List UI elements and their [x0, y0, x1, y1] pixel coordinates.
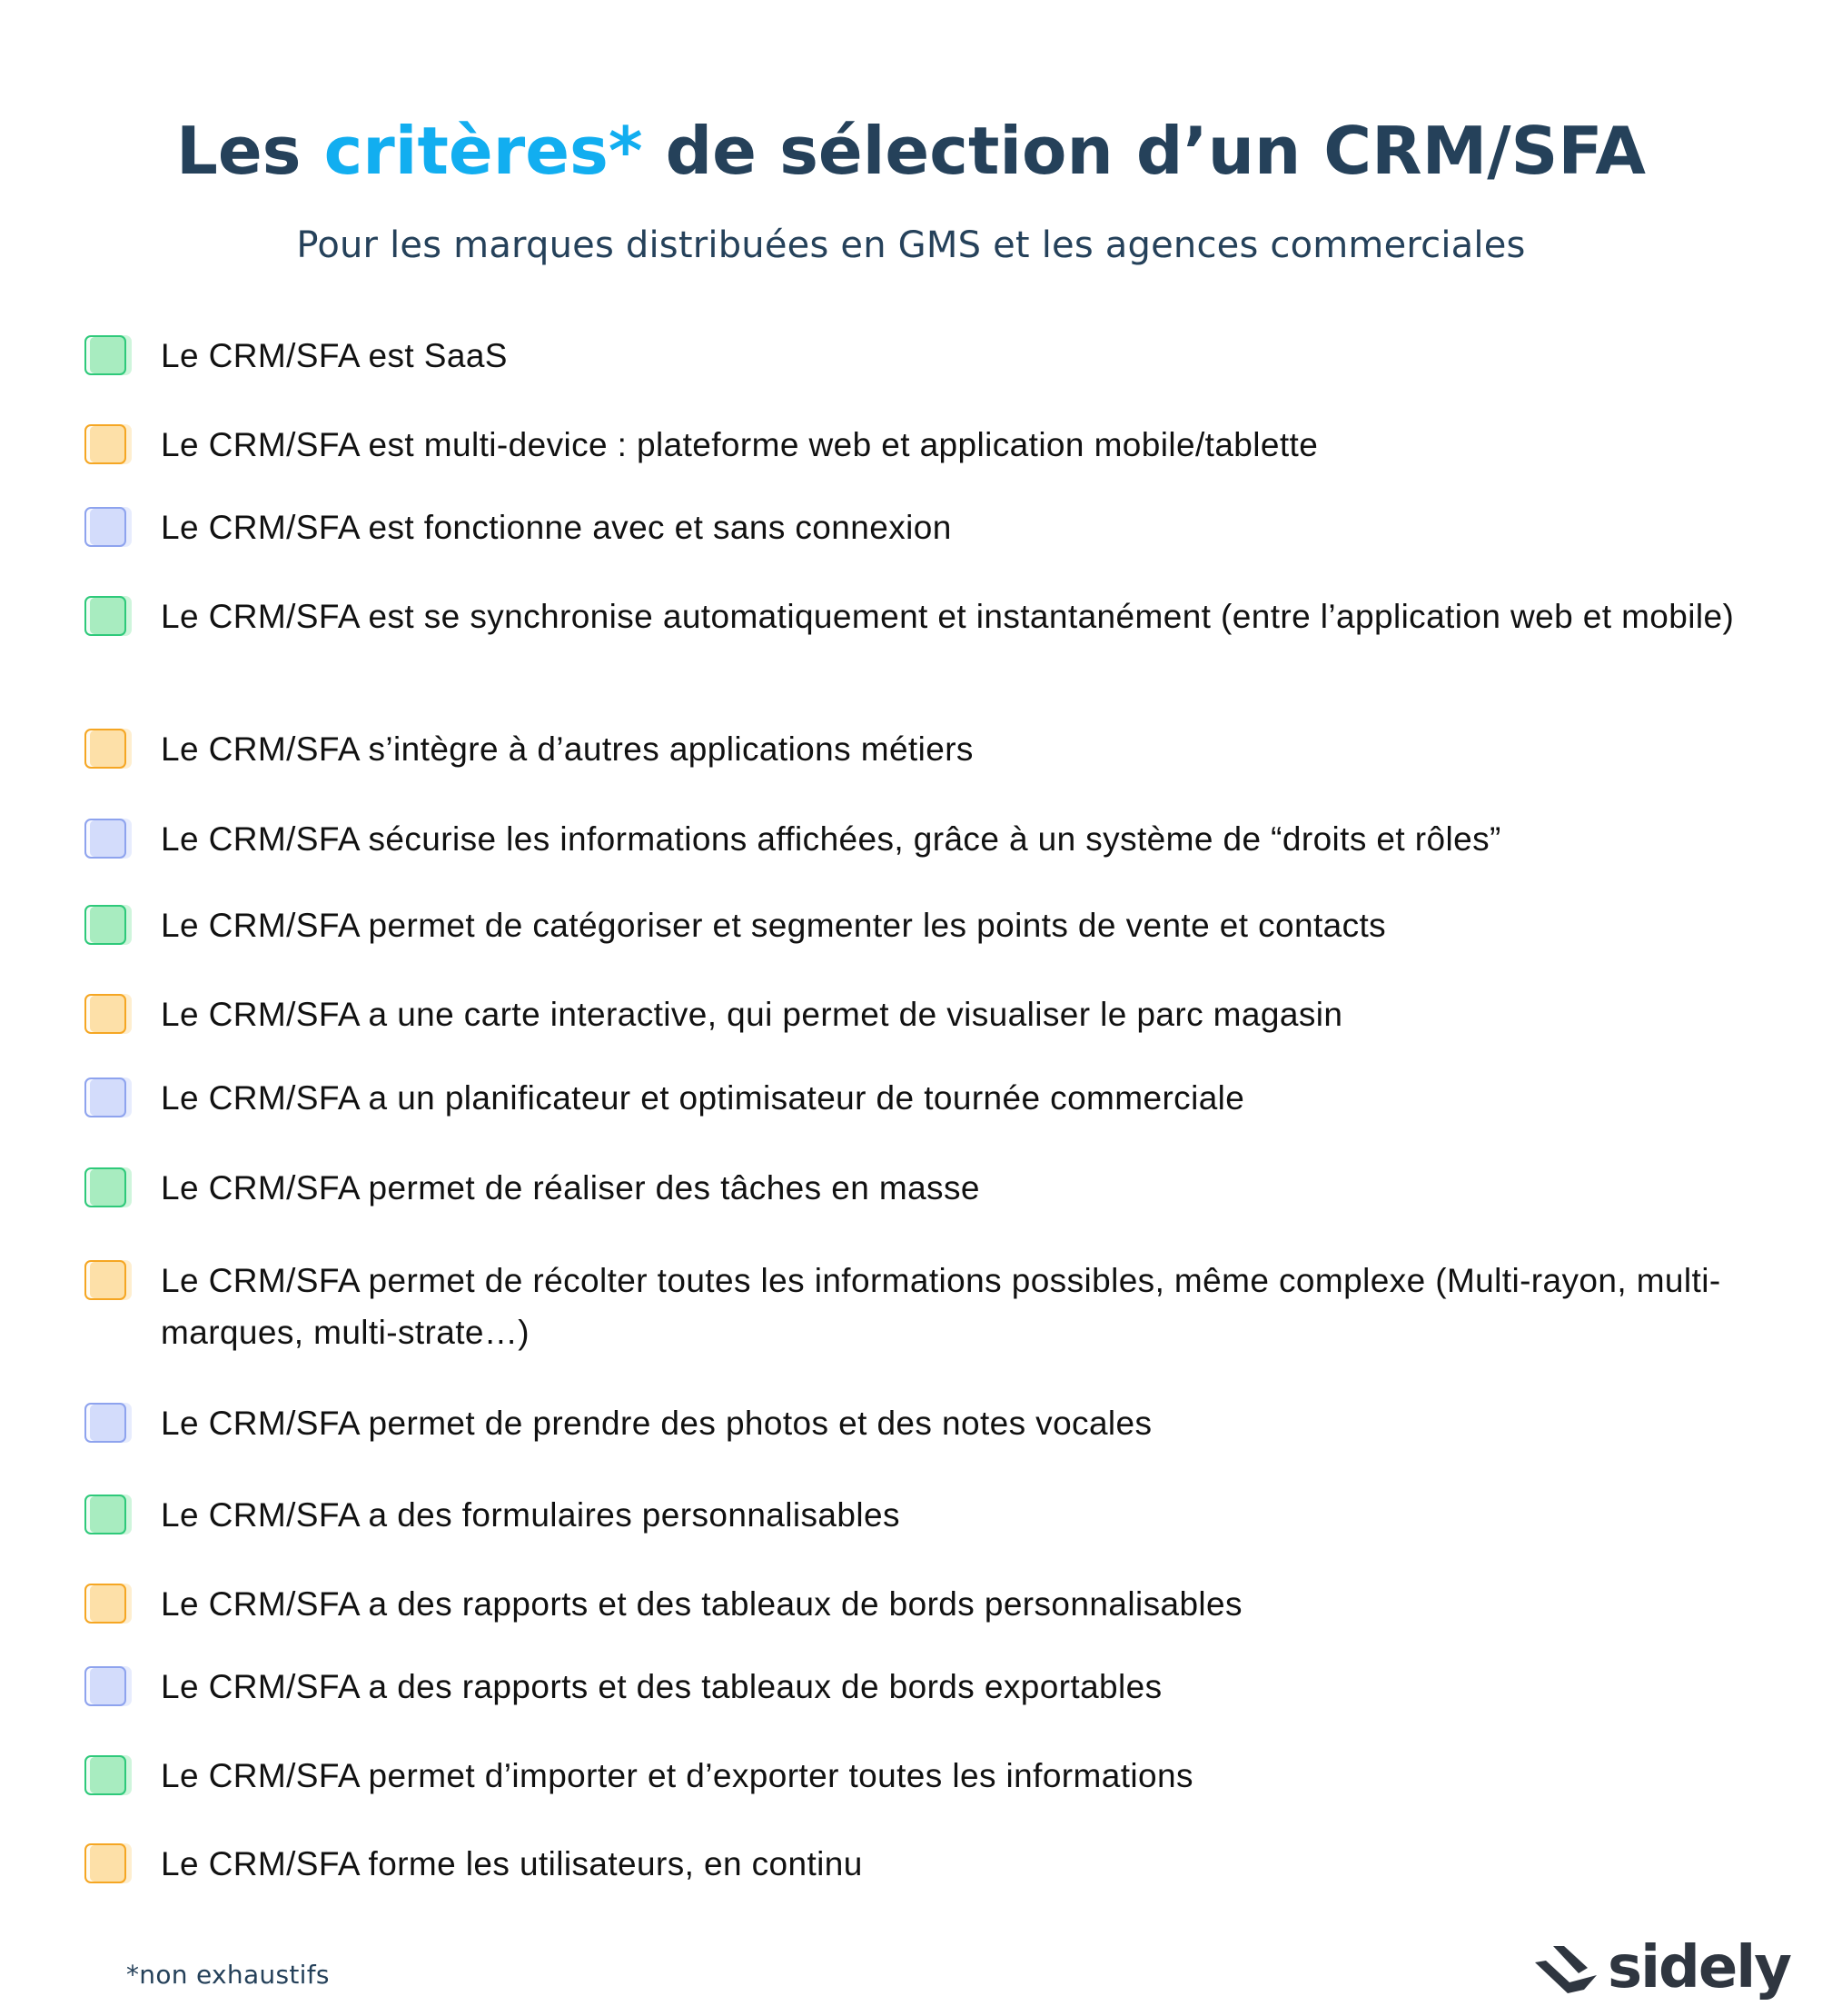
checkbox[interactable]	[84, 1078, 128, 1116]
checkbox[interactable]	[84, 507, 128, 545]
title-accent: critères*	[323, 113, 643, 189]
criteria-label: Le CRM/SFA permet de catégoriser et segmenter les points de vente et contacts	[161, 907, 1387, 944]
title-prefix: Les	[175, 113, 324, 189]
criteria-label: Le CRM/SFA a des rapports et des tableaux de bords personnalisables	[161, 1585, 1243, 1623]
checkbox[interactable]	[84, 1495, 128, 1533]
criteria-label: Le CRM/SFA a un planificateur et optimisateur de tournée commerciale	[161, 1079, 1245, 1117]
checkbox[interactable]	[84, 1843, 128, 1882]
checkbox[interactable]	[84, 905, 128, 943]
criteria-label: Le CRM/SFA est SaaS	[161, 337, 508, 374]
checkbox[interactable]	[84, 994, 128, 1032]
criteria-label: Le CRM/SFA a des rapports et des tableaux de bords exportables	[161, 1668, 1163, 1705]
checkbox[interactable]	[84, 424, 128, 462]
criteria-label: Le CRM/SFA forme les utilisateurs, en continu	[161, 1845, 863, 1882]
logo-text: sidely	[1608, 1934, 1790, 2001]
criteria-label: Le CRM/SFA s’intègre à d’autres applications métiers	[161, 730, 974, 768]
criteria-label: Le CRM/SFA est multi-device : plateforme web et application mobile/tablette	[161, 426, 1319, 463]
criteria-label: Le CRM/SFA est se synchronise automatiquement et instantanément (entre l’application web et mobile)	[161, 598, 1735, 635]
checkbox[interactable]	[84, 1167, 128, 1206]
checkbox[interactable]	[84, 335, 128, 373]
sidely-logo-icon	[1533, 1944, 1599, 1995]
criteria-label: Le CRM/SFA a une carte interactive, qui permet de visualiser le parc magasin	[161, 996, 1343, 1033]
criteria-label: Le CRM/SFA a des formulaires personnalisables	[161, 1496, 900, 1534]
criteria-label: Le CRM/SFA est fonctionne avec et sans connexion	[161, 509, 952, 546]
criteria-label: Le CRM/SFA permet de récolter toutes les informations possibles, même complexe (Multi-rayon, multi-marques, multi-strate…)	[161, 1262, 1721, 1351]
page-subtitle: Pour les marques distribuées en GMS et les agences commerciales	[296, 224, 1526, 266]
checkbox[interactable]	[84, 1584, 128, 1622]
footnote: *non exhaustifs	[126, 1960, 330, 1990]
criteria-label: Le CRM/SFA permet d’importer et d’exporter toutes les informations	[161, 1757, 1193, 1794]
checkbox[interactable]	[84, 1260, 128, 1298]
criteria-label: Le CRM/SFA permet de prendre des photos et des notes vocales	[161, 1405, 1153, 1442]
sidely-logo	[1533, 1934, 1790, 2006]
checkbox[interactable]	[84, 596, 128, 634]
checkbox[interactable]	[84, 1403, 128, 1441]
checkbox[interactable]	[84, 819, 128, 857]
criteria-label: Le CRM/SFA permet de réaliser des tâches en masse	[161, 1169, 980, 1207]
checkbox[interactable]	[84, 1755, 128, 1793]
checkbox[interactable]	[84, 1666, 128, 1704]
checkbox[interactable]	[84, 729, 128, 767]
criteria-label: Le CRM/SFA sécurise les informations affichées, grâce à un système de “droits et rôles”	[161, 820, 1501, 858]
title-suffix: de sélection d’un CRM/SFA	[642, 113, 1647, 189]
